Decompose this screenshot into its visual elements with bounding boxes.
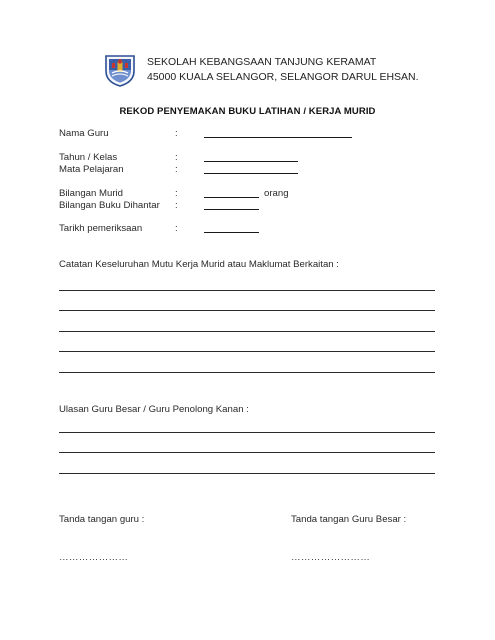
mata-pelajaran-colon: :	[175, 164, 178, 175]
catatan-line-1[interactable]	[59, 290, 435, 291]
tanda-tangan-guru-label: Tanda tangan guru :	[59, 514, 145, 525]
nama-guru-field[interactable]	[204, 137, 352, 138]
bilangan-murid-colon: :	[175, 188, 178, 199]
catatan-line-5[interactable]	[59, 372, 435, 373]
tahun-kelas-field[interactable]	[204, 161, 298, 162]
bilangan-buku-field[interactable]	[204, 209, 259, 210]
tahun-kelas-colon: :	[175, 152, 178, 163]
tarikh-field[interactable]	[204, 232, 259, 233]
ulasan-line-1[interactable]	[59, 432, 435, 433]
bilangan-buku-label: Bilangan Buku Dihantar	[59, 200, 160, 211]
tanda-tangan-guru-besar-label: Tanda tangan Guru Besar :	[291, 514, 407, 525]
school-crest-logo	[103, 53, 137, 87]
guru-besar-signature-field[interactable]: ……………………	[291, 552, 371, 563]
ulasan-line-2[interactable]	[59, 452, 435, 453]
guru-signature-field[interactable]: …………………	[59, 552, 129, 563]
nama-guru-colon: :	[175, 128, 178, 139]
form-title: REKOD PENYEMAKAN BUKU LATIHAN / KERJA MURID	[119, 106, 376, 117]
school-name: SEKOLAH KEBANGSAAN TANJUNG KERAMAT	[147, 56, 377, 68]
catatan-line-4[interactable]	[59, 351, 435, 352]
bilangan-murid-field[interactable]	[204, 197, 259, 198]
tarikh-colon: :	[175, 223, 178, 234]
catatan-line-3[interactable]	[59, 331, 435, 332]
school-address: 45000 KUALA SELANGOR, SELANGOR DARUL EHSAN.	[147, 71, 419, 83]
orang-unit: orang	[264, 188, 289, 199]
bilangan-buku-colon: :	[175, 200, 178, 211]
ulasan-label: Ulasan Guru Besar / Guru Penolong Kanan :	[59, 404, 249, 415]
mata-pelajaran-field[interactable]	[204, 173, 298, 174]
bilangan-murid-label: Bilangan Murid	[59, 188, 123, 199]
mata-pelajaran-label: Mata Pelajaran	[59, 164, 124, 175]
tahun-kelas-label: Tahun / Kelas	[59, 152, 118, 163]
catatan-label: Catatan Keseluruhan Mutu Kerja Murid atau Maklumat Berkaitan :	[59, 259, 339, 270]
catatan-line-2[interactable]	[59, 310, 435, 311]
nama-guru-label: Nama Guru	[59, 128, 109, 139]
ulasan-line-3[interactable]	[59, 473, 435, 474]
tarikh-label: Tarikh pemeriksaan	[59, 223, 143, 234]
